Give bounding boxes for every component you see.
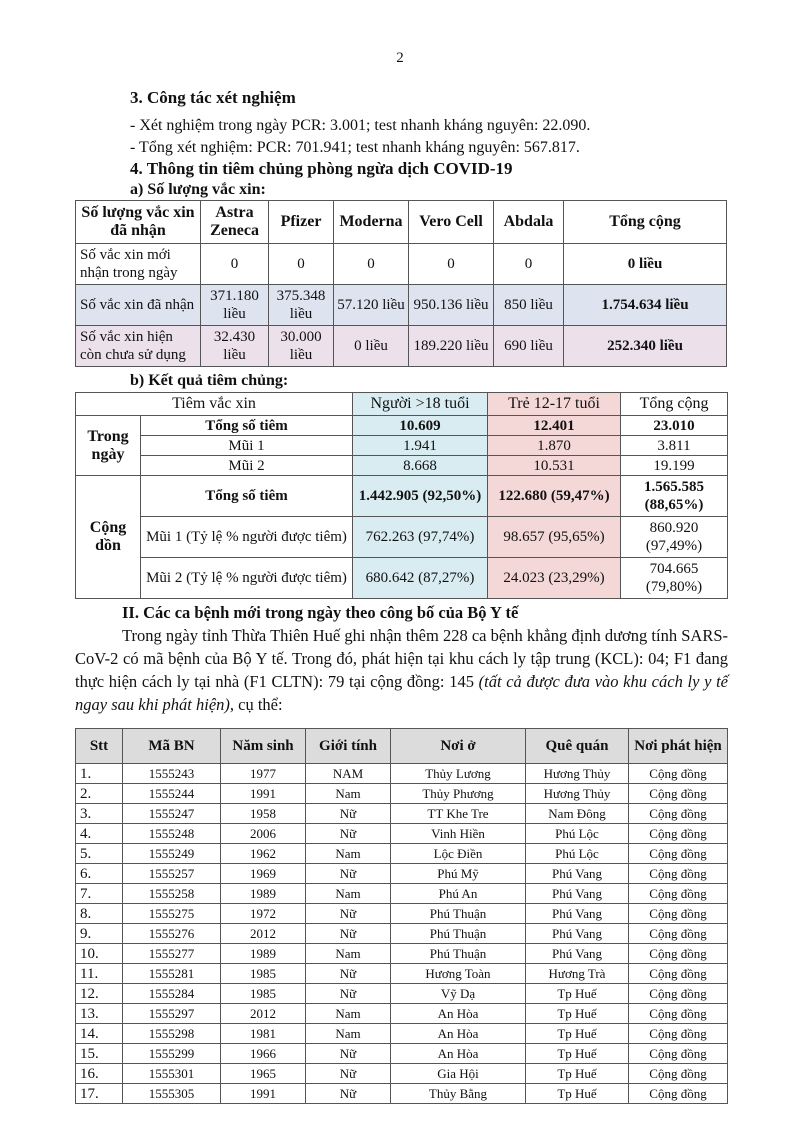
cell: 0: [494, 244, 564, 285]
cell-detection-place: Cộng đồng: [629, 904, 728, 924]
header-verocell: Vero Cell: [409, 201, 494, 244]
results-row: [76, 436, 728, 456]
cell-gender: Nữ: [306, 1084, 391, 1104]
cell: 189.220 liều: [409, 326, 494, 367]
cell-stt: 5.: [76, 844, 123, 864]
cell-patient-id: 1555297: [123, 1004, 221, 1024]
cell: 57.120 liều: [334, 285, 409, 326]
cell-gender: Nam: [306, 1004, 391, 1024]
header-residence: Nơi ở: [391, 729, 526, 764]
cell-detection-place: Cộng đồng: [629, 884, 728, 904]
vaccine-quantity-table: [75, 200, 727, 367]
cell-patient-id: 1555298: [123, 1024, 221, 1044]
row-label: Tổng số tiêm: [141, 476, 353, 517]
cell: 950.136 liều: [409, 285, 494, 326]
cell-gender: Nam: [306, 844, 391, 864]
header-total: Tổng cộng: [564, 201, 727, 244]
cell-patient-id: 1555277: [123, 944, 221, 964]
cell-stt: 17.: [76, 1084, 123, 1104]
cell-residence: An Hòa: [391, 1044, 526, 1064]
cell-birth-year: 1962: [221, 844, 306, 864]
header-detection-place: Nơi phát hiện: [629, 729, 728, 764]
cell-residence: Phú Thuận: [391, 924, 526, 944]
vaccine-table-header: [76, 201, 727, 244]
cell: 0: [269, 244, 334, 285]
table-row: [76, 864, 728, 884]
cell-stt: 9.: [76, 924, 123, 944]
cell-gender: Nữ: [306, 824, 391, 844]
cell-hometown: Hương Thủy: [526, 784, 629, 804]
cell-patient-id: 1555243: [123, 764, 221, 784]
row-label: Mũi 2 (Tỷ lệ % người được tiêm): [141, 558, 353, 599]
table-row: [76, 1044, 728, 1064]
cell-stt: 2.: [76, 784, 123, 804]
cell-stt: 10.: [76, 944, 123, 964]
cell-hometown: Hương Thủy: [526, 764, 629, 784]
table-row: [76, 1024, 728, 1044]
cell-hometown: Phú Vang: [526, 904, 629, 924]
cell-hometown: Tp Huế: [526, 1024, 629, 1044]
cell-detection-place: Cộng đồng: [629, 1024, 728, 1044]
cell-residence: Gia Hội: [391, 1064, 526, 1084]
vaccine-quantity-subtitle: a) Số lượng vắc xin:: [130, 181, 266, 198]
cell-patient-id: 1555276: [123, 924, 221, 944]
cell-detection-place: Cộng đồng: [629, 784, 728, 804]
results-header: [76, 393, 728, 416]
cell-birth-year: 1991: [221, 1084, 306, 1104]
cell-hometown: Phú Vang: [526, 924, 629, 944]
cell-gender: Nữ: [306, 1064, 391, 1084]
cell-detection-place: Cộng đồng: [629, 1004, 728, 1024]
cell-stt: 14.: [76, 1024, 123, 1044]
testing-total-line: - Tổng xét nghiệm: PCR: 701.941; test nhanh kháng nguyên: 567.817.: [130, 139, 580, 156]
cell-birth-year: 1985: [221, 984, 306, 1004]
cell-residence: Hương Toàn: [391, 964, 526, 984]
cell: 8.668: [353, 456, 488, 476]
cell-hometown: Hương Trà: [526, 964, 629, 984]
cell-hometown: Phú Vang: [526, 944, 629, 964]
cell-stt: 7.: [76, 884, 123, 904]
cell: 3.811: [621, 436, 728, 456]
header-moderna: Moderna: [334, 201, 409, 244]
cell-residence: TT Khe Tre: [391, 804, 526, 824]
cell-gender: Nữ: [306, 964, 391, 984]
results-row: [76, 416, 728, 436]
row-label: Số vắc xin đã nhận: [76, 285, 201, 326]
header-vaccine-quantity: Số lượng vắc xin đã nhận: [76, 201, 201, 244]
cell-stt: 8.: [76, 904, 123, 924]
cell-residence: Phú Thuận: [391, 904, 526, 924]
cell: 704.665 (79,80%): [621, 558, 728, 599]
section-4-title: 4. Thông tin tiêm chủng phòng ngừa dịch COVID-19: [130, 159, 513, 178]
cell-residence: An Hòa: [391, 1004, 526, 1024]
results-row: [76, 558, 728, 599]
paragraph-text: Trong ngày tỉnh Thừa Thiên Huế ghi nhận thêm 228 ca bệnh khẳng định dương tính SARS-CoV-2 có mã bệnh của Bộ Y tế. Trong đó, phát hiện tại khu cách ly tập trung (KCL): 04; F1 đang thực hiện cách ly tại nhà (F1 CLTN): 79 tại cộng đồng: 145: [75, 626, 728, 691]
table-row: [76, 944, 728, 964]
cell-patient-id: 1555248: [123, 824, 221, 844]
cell: 850 liều: [494, 285, 564, 326]
cell-detection-place: Cộng đồng: [629, 824, 728, 844]
cell-birth-year: 1969: [221, 864, 306, 884]
cell: 23.010: [621, 416, 728, 436]
cell-patient-id: 1555281: [123, 964, 221, 984]
cell-hometown: Tp Huế: [526, 984, 629, 1004]
table-row: [76, 924, 728, 944]
header-adults: Người >18 tuổi: [353, 393, 488, 416]
table-row: [76, 904, 728, 924]
cell-hometown: Tp Huế: [526, 1084, 629, 1104]
table-row: [76, 1084, 728, 1104]
cell-patient-id: 1555284: [123, 984, 221, 1004]
cell-birth-year: 2006: [221, 824, 306, 844]
cell: 19.199: [621, 456, 728, 476]
cases-table: [75, 728, 728, 1104]
section-3-title: 3. Công tác xét nghiệm: [130, 88, 296, 107]
vaccine-row-unused: [76, 326, 727, 367]
cell: 10.609: [353, 416, 488, 436]
testing-daily-line: - Xét nghiệm trong ngày PCR: 3.001; test nhanh kháng nguyên: 22.090.: [130, 117, 591, 134]
cell-detection-place: Cộng đồng: [629, 984, 728, 1004]
row-label: Mũi 1: [141, 436, 353, 456]
cell-patient-id: 1555247: [123, 804, 221, 824]
header-pfizer: Pfizer: [269, 201, 334, 244]
cell: 0: [201, 244, 269, 285]
cell: 371.180 liều: [201, 285, 269, 326]
cell-birth-year: 2012: [221, 924, 306, 944]
cell-hometown: Nam Đông: [526, 804, 629, 824]
vaccine-row-received: [76, 285, 727, 326]
header-stt: Stt: [76, 729, 123, 764]
cell-residence: Thủy Phương: [391, 784, 526, 804]
group-label-cumulative: Cộng dồn: [76, 476, 141, 599]
cell-birth-year: 1972: [221, 904, 306, 924]
results-row: [76, 517, 728, 558]
cell-stt: 6.: [76, 864, 123, 884]
cell-residence: Vỹ Dạ: [391, 984, 526, 1004]
table-row: [76, 1064, 728, 1084]
cell-residence: Phú An: [391, 884, 526, 904]
cell-detection-place: Cộng đồng: [629, 944, 728, 964]
cell: 1.870: [488, 436, 621, 456]
table-row: [76, 1004, 728, 1024]
cell-gender: Nữ: [306, 904, 391, 924]
cases-table-header: [76, 729, 728, 764]
header-gender: Giới tính: [306, 729, 391, 764]
cell-detection-place: Cộng đồng: [629, 804, 728, 824]
cell-birth-year: 1966: [221, 1044, 306, 1064]
cell-gender: Nam: [306, 884, 391, 904]
cell-patient-id: 1555275: [123, 904, 221, 924]
cell-gender: Nam: [306, 944, 391, 964]
table-row: [76, 804, 728, 824]
cell-hometown: Phú Vang: [526, 864, 629, 884]
cell-hometown: Tp Huế: [526, 1064, 629, 1084]
header-vaccination: Tiêm vắc xin: [76, 393, 353, 416]
row-label: Số vắc xin mới nhận trong ngày: [76, 244, 201, 285]
cell-residence: Phú Thuận: [391, 944, 526, 964]
cell-patient-id: 1555299: [123, 1044, 221, 1064]
table-row: [76, 764, 728, 784]
table-row: [76, 884, 728, 904]
cell: 0: [409, 244, 494, 285]
header-astrazeneca: Astra Zeneca: [201, 201, 269, 244]
cell-detection-place: Cộng đồng: [629, 964, 728, 984]
paragraph-tail: , cụ thể:: [229, 695, 283, 714]
cell-gender: Nữ: [306, 864, 391, 884]
cell: 375.348 liều: [269, 285, 334, 326]
cell-residence: Vinh Hiền: [391, 824, 526, 844]
cell-gender: Nam: [306, 784, 391, 804]
cell-patient-id: 1555244: [123, 784, 221, 804]
table-row: [76, 824, 728, 844]
cell: 10.531: [488, 456, 621, 476]
cell-birth-year: 1965: [221, 1064, 306, 1084]
cell-birth-year: 1989: [221, 884, 306, 904]
cell-hometown: Tp Huế: [526, 1004, 629, 1024]
table-row: [76, 964, 728, 984]
cell-patient-id: 1555305: [123, 1084, 221, 1104]
cell: 24.023 (23,29%): [488, 558, 621, 599]
cell-detection-place: Cộng đồng: [629, 1044, 728, 1064]
cell: 860.920 (97,49%): [621, 517, 728, 558]
page-number: 2: [396, 50, 404, 66]
cell-residence: Thủy Bằng: [391, 1084, 526, 1104]
cell-birth-year: 1991: [221, 784, 306, 804]
cases-table-body: [76, 764, 728, 1104]
cell: 30.000 liều: [269, 326, 334, 367]
cell-detection-place: Cộng đồng: [629, 864, 728, 884]
cell: 0: [334, 244, 409, 285]
table-row: [76, 984, 728, 1004]
cell: 1.941: [353, 436, 488, 456]
cell-detection-place: Cộng đồng: [629, 924, 728, 944]
header-hometown: Quê quán: [526, 729, 629, 764]
header-abdala: Abdala: [494, 201, 564, 244]
cell: 12.401: [488, 416, 621, 436]
table-row: [76, 784, 728, 804]
cell-birth-year: 1989: [221, 944, 306, 964]
cell-patient-id: 1555258: [123, 884, 221, 904]
cell-total: 0 liều: [564, 244, 727, 285]
cell-gender: NAM: [306, 764, 391, 784]
vaccine-row-new-today: [76, 244, 727, 285]
cell-residence: An Hòa: [391, 1024, 526, 1044]
cell: 680.642 (87,27%): [353, 558, 488, 599]
table-row: [76, 844, 728, 864]
cell: 762.263 (97,74%): [353, 517, 488, 558]
cell-gender: Nữ: [306, 1044, 391, 1064]
section-ii-title: II. Các ca bệnh mới trong ngày theo công bố của Bộ Y tế: [122, 603, 519, 622]
cell: 1.565.585 (88,65%): [621, 476, 728, 517]
cell: 0 liều: [334, 326, 409, 367]
cell-gender: Nữ: [306, 924, 391, 944]
cell-stt: 4.: [76, 824, 123, 844]
cell-detection-place: Cộng đồng: [629, 844, 728, 864]
cell: 690 liều: [494, 326, 564, 367]
paragraph-italic: (tất cả được đưa vào khu cách ly y tế ngay sau khi phát hiện): [75, 672, 728, 714]
cell-residence: Lộc Điền: [391, 844, 526, 864]
cell-residence: Phú Mỹ: [391, 864, 526, 884]
results-row: [76, 476, 728, 517]
cell-stt: 12.: [76, 984, 123, 1004]
header-birth-year: Năm sinh: [221, 729, 306, 764]
cell-birth-year: 1985: [221, 964, 306, 984]
cell-gender: Nữ: [306, 984, 391, 1004]
results-row: [76, 456, 728, 476]
header-patient-id: Mã BN: [123, 729, 221, 764]
cell-gender: Nam: [306, 1024, 391, 1044]
vaccination-results-subtitle: b) Kết quả tiêm chủng:: [130, 372, 289, 389]
cell-detection-place: Cộng đồng: [629, 1084, 728, 1104]
cell-residence: Thủy Lương: [391, 764, 526, 784]
cell-patient-id: 1555257: [123, 864, 221, 884]
cell-birth-year: 1958: [221, 804, 306, 824]
cell-total: 1.754.634 liều: [564, 285, 727, 326]
cell-stt: 1.: [76, 764, 123, 784]
cell: 98.657 (95,65%): [488, 517, 621, 558]
cell-hometown: Phú Lộc: [526, 824, 629, 844]
cell-birth-year: 1981: [221, 1024, 306, 1044]
cell-patient-id: 1555249: [123, 844, 221, 864]
vaccination-results-table: [75, 392, 728, 599]
row-label: Số vắc xin hiện còn chưa sử dụng: [76, 326, 201, 367]
row-label: Mũi 1 (Tỷ lệ % người được tiêm): [141, 517, 353, 558]
cell-stt: 11.: [76, 964, 123, 984]
cell-hometown: Phú Vang: [526, 884, 629, 904]
group-label-today: Trong ngày: [76, 416, 141, 476]
cell: 1.442.905 (92,50%): [353, 476, 488, 517]
cell-detection-place: Cộng đồng: [629, 1064, 728, 1084]
cell-detection-place: Cộng đồng: [629, 764, 728, 784]
cell-birth-year: 1977: [221, 764, 306, 784]
cell-stt: 16.: [76, 1064, 123, 1084]
cell-hometown: Tp Huế: [526, 1044, 629, 1064]
cell-hometown: Phú Lộc: [526, 844, 629, 864]
cases-summary-paragraph: [75, 624, 728, 716]
cell-birth-year: 2012: [221, 1004, 306, 1024]
cell-patient-id: 1555301: [123, 1064, 221, 1084]
cell-gender: Nữ: [306, 804, 391, 824]
row-label: Tổng số tiêm: [141, 416, 353, 436]
cell-stt: 3.: [76, 804, 123, 824]
header-total: Tổng cộng: [621, 393, 728, 416]
row-label: Mũi 2: [141, 456, 353, 476]
header-children: Trẻ 12-17 tuổi: [488, 393, 621, 416]
cell-stt: 15.: [76, 1044, 123, 1064]
cell: 122.680 (59,47%): [488, 476, 621, 517]
cell: 32.430 liều: [201, 326, 269, 367]
cell-stt: 13.: [76, 1004, 123, 1024]
cell-total: 252.340 liều: [564, 326, 727, 367]
